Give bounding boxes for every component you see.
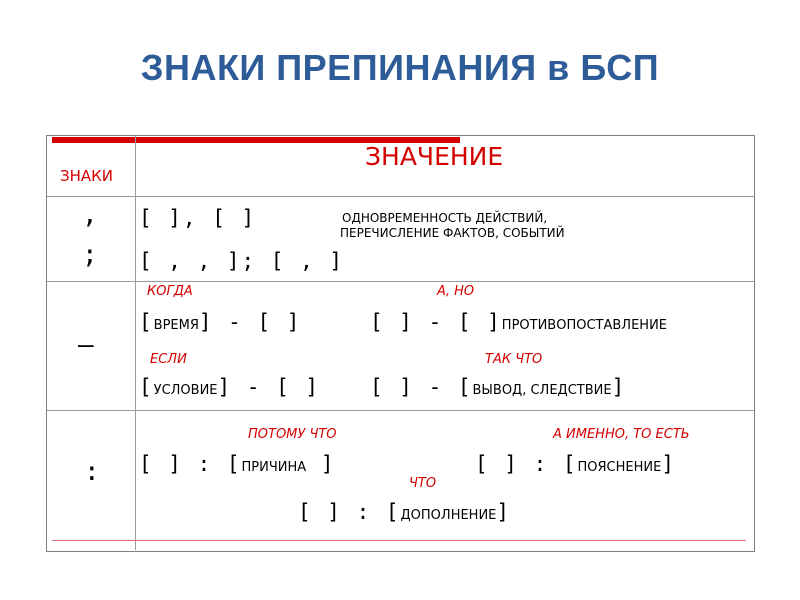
conj-potomu-chto: ПОТОМУ ЧТО [248, 427, 337, 442]
scheme-contrast: [ ] - [ ]ПРОТИВОПОСТАВЛЕНИЕ [370, 310, 668, 334]
sign-semicolon: ; [82, 240, 98, 270]
bottom-red-line [52, 540, 746, 541]
conj-a-imenno: А ИМЕННО, ТО ЕСТЬ [553, 427, 690, 442]
row-divider-2 [47, 281, 754, 282]
row-divider-3 [47, 410, 754, 411]
sign-dash: — [78, 330, 94, 360]
header-signs: ЗНАКИ [60, 167, 114, 185]
conj-a-no: А, НО [437, 284, 475, 299]
scheme-addition: [ ] : [ДОПОЛНЕНИЕ] [298, 500, 512, 524]
conj-tak-chto: ТАК ЧТО [485, 352, 543, 367]
conj-kogda: КОГДА [147, 284, 193, 299]
row-divider-1 [47, 196, 754, 197]
scheme-condition: [УСЛОВИЕ] - [ ] [139, 375, 321, 399]
scheme-cause: [ ] : [ПРИЧИНА ] [139, 452, 336, 476]
sign-comma: , [82, 200, 98, 230]
sign-colon: : [84, 457, 100, 487]
conj-esli: ЕСЛИ [150, 352, 187, 367]
scheme-comma: [ ], [ ] [139, 206, 257, 230]
scheme-consequence: [ ] - [ВЫВОД, СЛЕДСТВИЕ] [370, 375, 627, 399]
scheme-explanation: [ ] : [ПОЯСНЕНИЕ] [475, 452, 676, 476]
scheme-time: [ВРЕМЯ] - [ ] [139, 310, 302, 334]
header-meaning: ЗНАЧЕНИЕ [365, 142, 504, 171]
column-divider [135, 136, 136, 550]
punctuation-table [46, 135, 755, 552]
conj-chto: ЧТО [409, 476, 437, 491]
page-title: ЗНАКИ ПРЕПИНАНИЯ в БСП [140, 47, 660, 88]
scheme-semicolon: [ , , ]; [ , ] [139, 249, 345, 273]
meaning-simultaneous: ОДНОВРЕМЕННОСТЬ ДЕЙСТВИЙ, [342, 211, 548, 225]
meaning-enumeration: ПЕРЕЧИСЛЕНИЕ ФАКТОВ, СОБЫТИЙ [340, 226, 565, 240]
